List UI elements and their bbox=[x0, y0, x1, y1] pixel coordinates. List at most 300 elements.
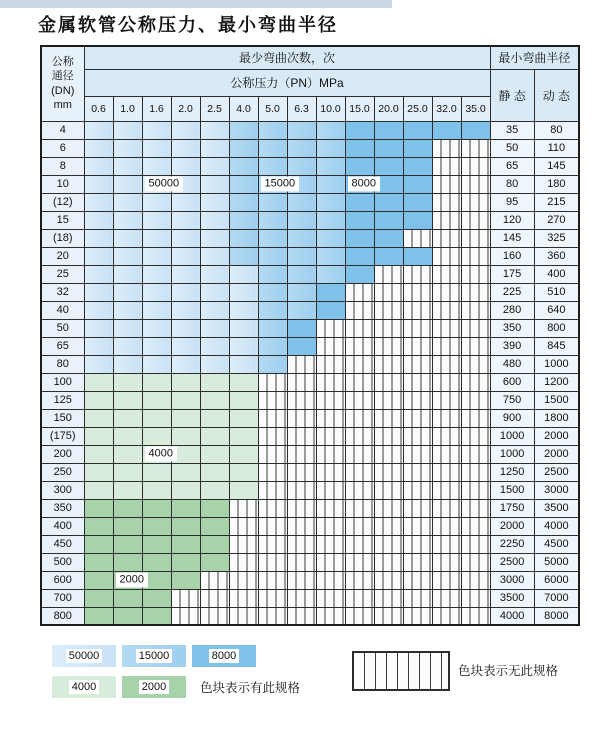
spec-cell bbox=[84, 463, 113, 481]
spec-cell bbox=[142, 193, 171, 211]
spec-cell bbox=[229, 265, 258, 283]
no-spec-cell bbox=[432, 589, 461, 607]
spec-cell bbox=[142, 211, 171, 229]
static-radius-cell: 4000 bbox=[490, 607, 534, 625]
dn-cell: 40 bbox=[41, 301, 84, 319]
spec-cell bbox=[200, 283, 229, 301]
spec-cell bbox=[84, 193, 113, 211]
no-spec-cell bbox=[432, 229, 461, 247]
dynamic-radius-cell: 800 bbox=[534, 319, 579, 337]
spec-cell bbox=[229, 175, 258, 193]
no-spec-cell bbox=[403, 499, 432, 517]
no-spec-cell bbox=[345, 517, 374, 535]
spec-cell bbox=[316, 157, 345, 175]
dn-cell: 800 bbox=[41, 607, 84, 625]
no-spec-cell bbox=[316, 517, 345, 535]
spec-cell bbox=[200, 355, 229, 373]
spec-cell bbox=[200, 301, 229, 319]
spec-cell bbox=[403, 175, 432, 193]
table-row bbox=[41, 355, 579, 373]
no-spec-cell bbox=[432, 283, 461, 301]
spec-cell bbox=[374, 193, 403, 211]
pressure-tick: 5.0 bbox=[258, 96, 287, 121]
dn-cell: (175) bbox=[41, 427, 84, 445]
dn-cell: 32 bbox=[41, 283, 84, 301]
spec-cell bbox=[142, 427, 171, 445]
spec-cell bbox=[374, 247, 403, 265]
spec-cell bbox=[171, 265, 200, 283]
spec-cell bbox=[316, 229, 345, 247]
no-spec-cell bbox=[258, 571, 287, 589]
header-row-2 bbox=[41, 69, 579, 96]
spec-cell bbox=[171, 211, 200, 229]
no-spec-cell bbox=[258, 391, 287, 409]
no-spec-cell bbox=[316, 535, 345, 553]
no-spec-cell bbox=[461, 301, 490, 319]
pressure-tick: 2.5 bbox=[200, 96, 229, 121]
spec-cell bbox=[200, 517, 229, 535]
no-spec-cell bbox=[258, 535, 287, 553]
no-spec-cell bbox=[432, 481, 461, 499]
spec-cell bbox=[258, 157, 287, 175]
spec-cell bbox=[142, 157, 171, 175]
spec-cell bbox=[258, 301, 287, 319]
no-spec-cell bbox=[374, 589, 403, 607]
dynamic-radius-cell: 360 bbox=[534, 247, 579, 265]
no-spec-cell bbox=[374, 481, 403, 499]
static-radius-cell: 3500 bbox=[490, 589, 534, 607]
spec-cell bbox=[113, 427, 142, 445]
spec-cell bbox=[142, 247, 171, 265]
no-spec-cell bbox=[345, 301, 374, 319]
dynamic-radius-cell: 6000 bbox=[534, 571, 579, 589]
spec-cell bbox=[345, 247, 374, 265]
spec-cell bbox=[142, 175, 180, 193]
spec-cell bbox=[171, 571, 200, 589]
spec-cell bbox=[84, 157, 113, 175]
spec-cell bbox=[374, 157, 403, 175]
spec-cell bbox=[200, 229, 229, 247]
spec-cell bbox=[316, 247, 345, 265]
spec-cell bbox=[171, 463, 200, 481]
no-spec-cell bbox=[403, 229, 432, 247]
table-row bbox=[41, 373, 579, 391]
no-spec-cell bbox=[461, 373, 490, 391]
spec-cell bbox=[316, 139, 345, 157]
spec-cell bbox=[200, 175, 229, 193]
table-row bbox=[41, 139, 579, 157]
no-spec-cell bbox=[287, 571, 316, 589]
no-spec-cell bbox=[403, 463, 432, 481]
table-row bbox=[41, 409, 579, 427]
no-spec-cell bbox=[374, 517, 403, 535]
dynamic-radius-cell: 510 bbox=[534, 283, 579, 301]
no-spec-cell bbox=[432, 319, 461, 337]
dn-cell: 6 bbox=[41, 139, 84, 157]
no-spec-cell bbox=[432, 211, 461, 229]
spec-cell bbox=[113, 247, 142, 265]
dn-cell: 50 bbox=[41, 319, 84, 337]
no-spec-cell bbox=[200, 571, 229, 589]
spec-cell bbox=[113, 139, 142, 157]
no-spec-cell bbox=[461, 319, 490, 337]
legend-row-green bbox=[52, 676, 300, 698]
static-radius-cell: 3000 bbox=[490, 571, 534, 589]
spec-cell bbox=[229, 391, 258, 409]
dn-cell: 600 bbox=[41, 571, 84, 589]
spec-cell bbox=[84, 553, 113, 571]
table-row bbox=[41, 193, 579, 211]
spec-cell bbox=[84, 589, 113, 607]
spec-cell bbox=[374, 229, 403, 247]
spec-cell bbox=[258, 319, 287, 337]
no-spec-cell bbox=[374, 319, 403, 337]
static-radius-cell: 120 bbox=[490, 211, 534, 229]
spec-cell bbox=[229, 193, 258, 211]
spec-cell bbox=[258, 247, 287, 265]
no-spec-cell bbox=[229, 499, 258, 517]
no-spec-cell bbox=[316, 553, 345, 571]
spec-cell bbox=[345, 211, 374, 229]
dynamic-radius-cell: 2500 bbox=[534, 463, 579, 481]
no-spec-cell bbox=[403, 391, 432, 409]
dynamic-radius-cell: 1500 bbox=[534, 391, 579, 409]
spec-cell bbox=[345, 139, 374, 157]
dn-cell: 250 bbox=[41, 463, 84, 481]
static-radius-cell: 35 bbox=[490, 121, 534, 139]
no-spec-cell bbox=[403, 373, 432, 391]
dn-cell: 300 bbox=[41, 481, 84, 499]
no-spec-cell bbox=[461, 589, 490, 607]
no-spec-cell bbox=[403, 481, 432, 499]
dynamic-radius-cell: 2000 bbox=[534, 445, 579, 463]
static-radius-cell: 750 bbox=[490, 391, 534, 409]
spec-cell bbox=[200, 337, 229, 355]
dynamic-radius-cell: 1200 bbox=[534, 373, 579, 391]
no-spec-cell bbox=[403, 445, 432, 463]
spec-cell bbox=[287, 157, 316, 175]
dynamic-radius-cell: 325 bbox=[534, 229, 579, 247]
spec-cell bbox=[84, 121, 113, 139]
corner-line-2: 通径 bbox=[51, 70, 74, 83]
no-spec-cell bbox=[258, 553, 287, 571]
spec-cell bbox=[200, 445, 229, 463]
table-row bbox=[41, 607, 579, 625]
spec-cell bbox=[84, 211, 113, 229]
spec-cell bbox=[84, 265, 113, 283]
spec-cell bbox=[84, 319, 113, 337]
spec-cell bbox=[171, 391, 200, 409]
spec-cell bbox=[403, 193, 432, 211]
no-spec-cell bbox=[229, 553, 258, 571]
no-spec-cell bbox=[432, 607, 461, 625]
no-spec-cell bbox=[461, 175, 490, 193]
spec-cell bbox=[345, 193, 374, 211]
spec-cell bbox=[200, 373, 229, 391]
cycles-tag: 50000 bbox=[145, 177, 184, 192]
spec-cell bbox=[113, 481, 142, 499]
no-spec-cell bbox=[345, 283, 374, 301]
table-row bbox=[41, 427, 579, 445]
spec-cell bbox=[258, 211, 287, 229]
no-spec-cell bbox=[403, 553, 432, 571]
no-spec-cell bbox=[345, 535, 374, 553]
dn-cell: (18) bbox=[41, 229, 84, 247]
page-top-strip bbox=[0, 0, 392, 8]
spec-cell bbox=[142, 355, 171, 373]
table-row bbox=[41, 391, 579, 409]
legend-swatch-value: 15000 bbox=[136, 649, 173, 663]
dynamic-radius-cell: 1800 bbox=[534, 409, 579, 427]
spec-cell bbox=[113, 589, 142, 607]
no-spec-cell bbox=[345, 373, 374, 391]
spec-cell bbox=[200, 193, 229, 211]
dn-cell: 350 bbox=[41, 499, 84, 517]
pressure-header: 公称压力（PN）MPa bbox=[84, 69, 490, 96]
spec-cell bbox=[84, 283, 113, 301]
legend-swatch-4000 bbox=[52, 676, 116, 698]
spec-cell bbox=[84, 535, 113, 553]
static-radius-cell: 350 bbox=[490, 319, 534, 337]
no-spec-cell bbox=[287, 607, 316, 625]
cycles-tag: 4000 bbox=[145, 447, 177, 462]
no-spec-cell bbox=[374, 391, 403, 409]
dn-cell: 10 bbox=[41, 175, 84, 193]
spec-cell bbox=[142, 409, 171, 427]
header-row-1 bbox=[41, 46, 579, 69]
spec-cell bbox=[403, 247, 432, 265]
static-radius-cell: 1000 bbox=[490, 427, 534, 445]
no-spec-cell bbox=[432, 373, 461, 391]
no-spec-cell bbox=[374, 355, 403, 373]
dn-cell: 125 bbox=[41, 391, 84, 409]
spec-cell bbox=[461, 121, 490, 139]
spec-cell bbox=[84, 427, 113, 445]
table-row bbox=[41, 157, 579, 175]
spec-cell bbox=[258, 337, 287, 355]
spec-cell bbox=[229, 355, 258, 373]
spec-cell bbox=[84, 445, 113, 463]
static-radius-cell: 2250 bbox=[490, 535, 534, 553]
no-spec-cell bbox=[403, 535, 432, 553]
spec-cell bbox=[171, 247, 200, 265]
no-spec-cell bbox=[229, 517, 258, 535]
static-radius-cell: 80 bbox=[490, 175, 534, 193]
no-spec-cell bbox=[316, 319, 345, 337]
no-spec-cell bbox=[432, 247, 461, 265]
no-spec-cell bbox=[403, 409, 432, 427]
no-spec-cell bbox=[461, 229, 490, 247]
no-spec-cell bbox=[258, 481, 287, 499]
spec-cell bbox=[171, 553, 200, 571]
spec-cell bbox=[316, 211, 345, 229]
spec-cell bbox=[403, 157, 432, 175]
table-row bbox=[41, 319, 579, 337]
no-spec-cell bbox=[374, 535, 403, 553]
spec-cell bbox=[113, 391, 142, 409]
spec-cell bbox=[287, 211, 316, 229]
no-spec-cell bbox=[316, 571, 345, 589]
pressure-tick: 35.0 bbox=[461, 96, 490, 121]
table-row bbox=[41, 121, 579, 139]
no-spec-cell bbox=[461, 211, 490, 229]
no-spec-cell bbox=[403, 571, 432, 589]
dn-cell: 20 bbox=[41, 247, 84, 265]
no-spec-cell bbox=[432, 139, 461, 157]
no-spec-cell bbox=[374, 607, 403, 625]
dn-cell: 65 bbox=[41, 337, 84, 355]
no-spec-cell bbox=[258, 499, 287, 517]
no-spec-cell bbox=[345, 337, 374, 355]
table-row bbox=[41, 301, 579, 319]
spec-cell bbox=[200, 535, 229, 553]
spec-cell bbox=[142, 229, 171, 247]
spec-cell bbox=[142, 391, 171, 409]
pressure-tick: 2.0 bbox=[171, 96, 200, 121]
static-radius-cell: 95 bbox=[490, 193, 534, 211]
spec-cell bbox=[113, 121, 142, 139]
spec-cell bbox=[142, 373, 171, 391]
cycles-tag: 8000 bbox=[348, 177, 380, 192]
no-spec-cell bbox=[374, 499, 403, 517]
corner-line-4: mm bbox=[53, 99, 72, 112]
spec-cell bbox=[113, 283, 142, 301]
no-spec-cell bbox=[258, 517, 287, 535]
no-spec-cell bbox=[287, 553, 316, 571]
spec-cell bbox=[113, 571, 142, 589]
dynamic-radius-cell: 5000 bbox=[534, 553, 579, 571]
no-spec-cell bbox=[316, 589, 345, 607]
spec-cell bbox=[316, 283, 345, 301]
spec-cell bbox=[287, 319, 316, 337]
table-row bbox=[41, 535, 579, 553]
table-body bbox=[41, 121, 579, 625]
no-spec-cell bbox=[287, 517, 316, 535]
spec-cell bbox=[374, 139, 403, 157]
spec-cell bbox=[171, 193, 200, 211]
spec-cell bbox=[113, 337, 142, 355]
no-spec-cell bbox=[316, 427, 345, 445]
spec-cell bbox=[142, 481, 171, 499]
spec-cell bbox=[171, 121, 200, 139]
no-spec-cell bbox=[258, 463, 287, 481]
spec-cell bbox=[84, 481, 113, 499]
dn-cell: 100 bbox=[41, 373, 84, 391]
spec-cell bbox=[142, 319, 171, 337]
no-spec-cell bbox=[316, 607, 345, 625]
no-spec-cell bbox=[461, 265, 490, 283]
spec-cell bbox=[200, 427, 229, 445]
spec-cell bbox=[229, 427, 258, 445]
spec-cell bbox=[200, 121, 229, 139]
static-radius-cell: 160 bbox=[490, 247, 534, 265]
spec-cell bbox=[113, 409, 142, 427]
spec-cell bbox=[345, 175, 374, 193]
cycles-tag: 15000 bbox=[261, 177, 300, 192]
pressure-tick: 20.0 bbox=[374, 96, 403, 121]
spec-cell bbox=[171, 355, 200, 373]
spec-cell bbox=[403, 121, 432, 139]
has-spec-label: 色块表示有此规格 bbox=[200, 681, 301, 695]
no-spec-cell bbox=[258, 427, 287, 445]
static-radius-cell: 175 bbox=[490, 265, 534, 283]
spec-cell bbox=[200, 139, 229, 157]
spec-cell bbox=[229, 283, 258, 301]
static-radius-cell: 900 bbox=[490, 409, 534, 427]
table-row bbox=[41, 553, 579, 571]
no-spec-cell bbox=[461, 391, 490, 409]
radius-header: 最小弯曲半径 bbox=[490, 46, 579, 69]
no-spec-cell bbox=[345, 409, 374, 427]
spec-cell bbox=[113, 301, 142, 319]
spec-cell bbox=[113, 355, 142, 373]
dn-cell: (12) bbox=[41, 193, 84, 211]
no-spec-cell bbox=[461, 463, 490, 481]
no-spec-cell bbox=[316, 481, 345, 499]
spec-cell bbox=[374, 211, 403, 229]
spec-cell bbox=[229, 409, 258, 427]
pressure-tick: 15.0 bbox=[345, 96, 374, 121]
spec-cell bbox=[84, 337, 113, 355]
spec-cell bbox=[258, 229, 287, 247]
no-spec-cell bbox=[432, 463, 461, 481]
no-spec-cell bbox=[403, 283, 432, 301]
pressure-tick: 6.3 bbox=[287, 96, 316, 121]
dynamic-radius-cell: 110 bbox=[534, 139, 579, 157]
static-radius-cell: 390 bbox=[490, 337, 534, 355]
spec-cell bbox=[142, 553, 171, 571]
no-spec-cell bbox=[287, 499, 316, 517]
static-radius-cell: 145 bbox=[490, 229, 534, 247]
spec-cell bbox=[113, 517, 142, 535]
spec-cell bbox=[171, 499, 200, 517]
no-spec-cell bbox=[171, 589, 200, 607]
spec-cell bbox=[200, 247, 229, 265]
spec-cell bbox=[258, 139, 287, 157]
no-spec-cell bbox=[316, 409, 345, 427]
spec-cell bbox=[171, 319, 200, 337]
table-header bbox=[41, 46, 579, 121]
dynamic-radius-cell: 145 bbox=[534, 157, 579, 175]
spec-cell bbox=[258, 121, 287, 139]
no-spec-cell bbox=[432, 265, 461, 283]
no-spec-cell bbox=[461, 247, 490, 265]
spec-cell bbox=[142, 301, 171, 319]
no-spec-cell bbox=[403, 265, 432, 283]
no-spec-cell bbox=[287, 391, 316, 409]
no-spec-cell bbox=[461, 445, 490, 463]
no-spec-cell bbox=[345, 463, 374, 481]
no-spec-cell bbox=[374, 571, 403, 589]
spec-cell bbox=[258, 175, 296, 193]
legend-swatch-value: 50000 bbox=[66, 649, 103, 663]
spec-cell bbox=[229, 445, 258, 463]
spec-cell bbox=[316, 301, 345, 319]
spec-cell bbox=[287, 265, 316, 283]
no-spec-cell bbox=[316, 373, 345, 391]
table-row bbox=[41, 211, 579, 229]
spec-cell bbox=[84, 355, 113, 373]
spec-cell bbox=[84, 409, 113, 427]
pressure-tick: 32.0 bbox=[432, 96, 461, 121]
no-spec-swatch bbox=[352, 651, 450, 691]
no-spec-cell bbox=[316, 445, 345, 463]
no-spec-cell bbox=[287, 463, 316, 481]
no-spec-cell bbox=[432, 193, 461, 211]
spec-cell bbox=[229, 337, 258, 355]
pressure-tick: 10.0 bbox=[316, 96, 345, 121]
no-spec-cell bbox=[316, 337, 345, 355]
